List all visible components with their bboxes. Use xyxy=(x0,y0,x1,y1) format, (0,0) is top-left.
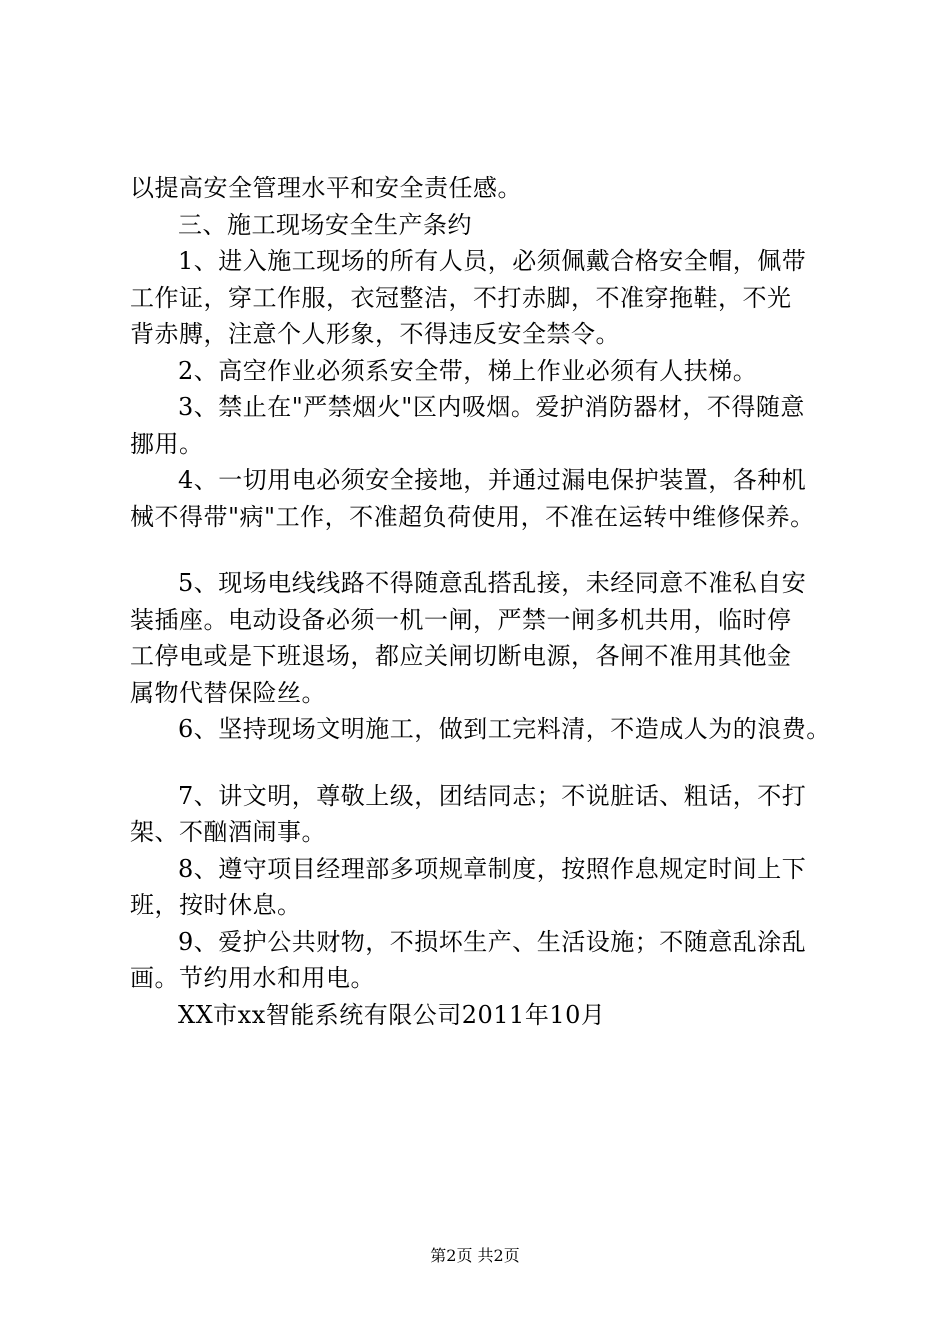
rule-1-line-1: 1、进入施工现场的所有人员，必须佩戴合格安全帽，佩带 xyxy=(178,247,807,275)
section-heading: 三、施工现场安全生产条约 xyxy=(178,210,472,239)
rule-5-line-1: 5、现场电线线路不得随意乱搭乱接，未经同意不准私自安 xyxy=(178,569,807,597)
signature-line: XX市xx智能系统有限公司2011年10月 xyxy=(178,1000,606,1029)
spacer xyxy=(130,535,830,565)
rule-3-line-2: 挪用。 xyxy=(130,429,204,458)
document-body xyxy=(130,170,830,1033)
rule-6-line-1: 6、坚持现场文明施工，做到工完料清，不造成人为的浪费。 xyxy=(178,715,831,743)
rule-7-line-1: 7、讲文明，尊敬上级，团结同志；不说脏话、粗话，不打 xyxy=(178,781,807,810)
spacer xyxy=(130,748,830,778)
text-line: 以提高安全管理水平和安全责任感。 xyxy=(130,174,522,202)
rule-5-line-4: 属物代替保险丝。 xyxy=(130,678,326,707)
rule-9-line-1: 9、爱护公共财物，不损坏生产、生活设施；不随意乱涂乱 xyxy=(178,927,807,956)
rule-1-line-2: 工作证，穿工作服，衣冠整洁，不打赤脚，不准穿拖鞋，不光 xyxy=(130,283,792,312)
rule-8-line-2: 班，按时休息。 xyxy=(130,891,302,919)
rule-8-line-1: 8、遵守项目经理部多项规章制度，按照作息规定时间上下 xyxy=(178,854,807,883)
rule-4-line-2: 械不得带"病"工作，不准超负荷使用，不准在运转中维修保养。 xyxy=(130,502,815,531)
rule-3-line-1: 3、禁止在"严禁烟火"区内吸烟。爱护消防器材，不得随意 xyxy=(178,393,805,421)
rule-4-line-1: 4、一切用电必须安全接地，并通过漏电保护装置，各种机 xyxy=(178,466,807,494)
rule-7-line-2: 架、不酗酒闹事。 xyxy=(130,818,326,846)
rule-5-line-2: 装插座。电动设备必须一机一闸，严禁一闸多机共用，临时停 xyxy=(130,605,792,634)
rule-9-line-2: 画。节约用水和用电。 xyxy=(130,964,375,992)
rule-5-line-3: 工停电或是下班退场，都应关闸切断电源，各闸不准用其他金 xyxy=(130,642,792,670)
rule-1-line-3: 背赤膊，注意个人形象，不得违反安全禁令。 xyxy=(130,320,620,348)
rule-2-line-1: 2、高空作业必须系安全带，梯上作业必须有人扶梯。 xyxy=(178,356,758,385)
page-number: 第2页 共2页 xyxy=(430,1246,520,1265)
